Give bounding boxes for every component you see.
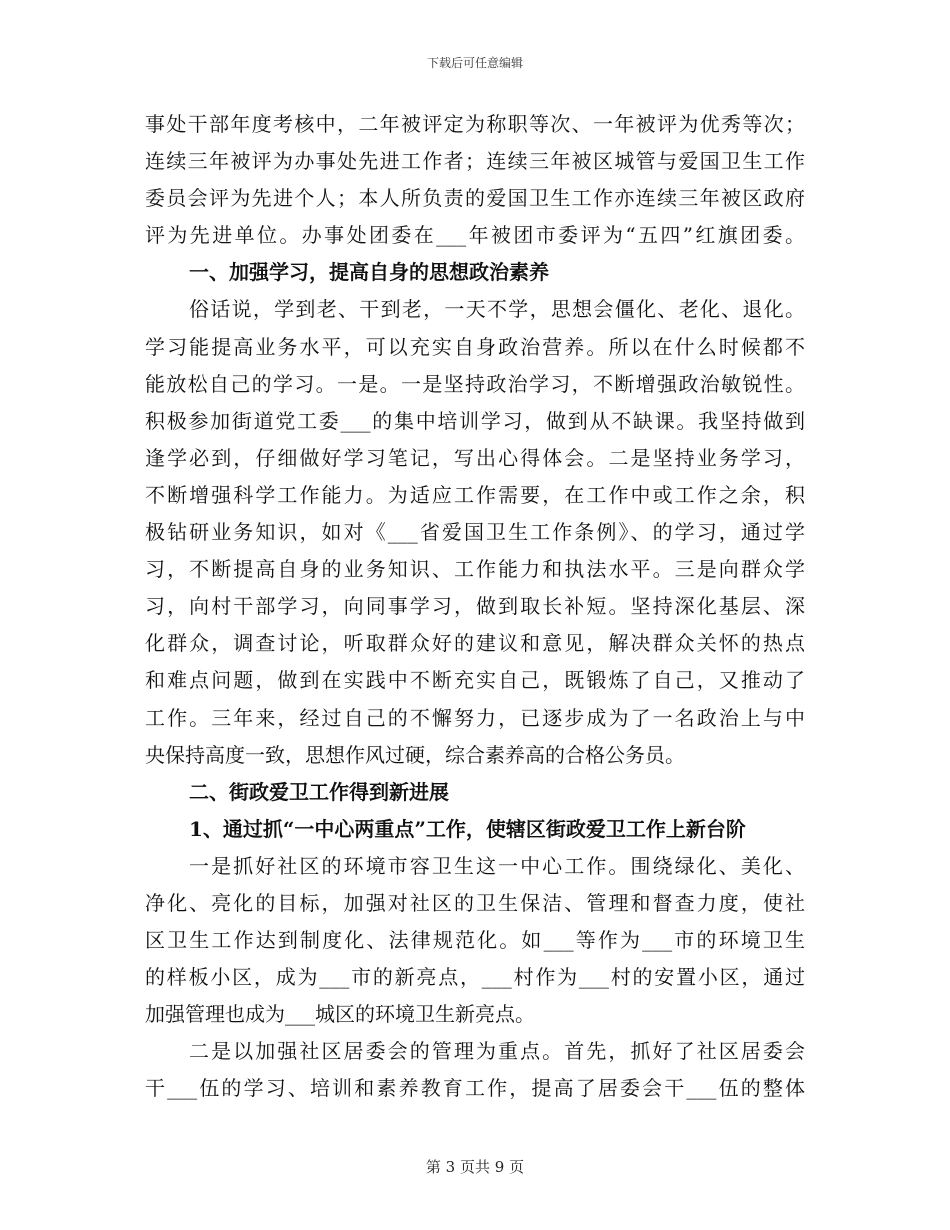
- paragraph-line: 二是以加强社区居委会的管理为重点。首先，抓好了社区居委会: [189, 1039, 805, 1064]
- body-text: [145, 106, 805, 1108]
- paragraph-line: 习，向村干部学习，向同事学习，做到取长补短。坚持深化基层、深: [145, 594, 805, 619]
- paragraph-line: 一是抓好社区的环境市容卫生这一中心工作。围绕绿化、美化、: [189, 853, 805, 878]
- paragraph-line: 习，不断提高自身的业务知识、工作能力和执法水平。三是向群众学: [145, 557, 805, 582]
- paragraph-line: 干___伍的学习、培训和素养教育工作，提高了居委会干___伍的整体: [145, 1076, 805, 1101]
- paragraph-line: 化群众，调查讨论，听取群众好的建议和意见，解决群众关怀的热点: [145, 631, 805, 656]
- paragraph-line: 事处干部年度考核中，二年被评定为称职等次、一年被评为优秀等次；: [145, 112, 805, 136]
- paragraph-line: 学习能提高业务水平，可以充实自身政治营养。所以在什么时候都不: [145, 334, 805, 359]
- paragraph-line: 连续三年被评为办事处先进工作者；连续三年被区城管与爱国卫生工作: [145, 149, 805, 174]
- page-footer: 第 3 页共 9 页: [425, 1158, 525, 1176]
- paragraph-line: 和难点问题，做到在实践中不断充实自己，既锻炼了自己，又推动了: [145, 668, 805, 693]
- paragraph-line: 不断增强科学工作能力。为适应工作需要，在工作中或工作之余，积: [145, 482, 805, 507]
- paragraph-line: 委员会评为先进个人；本人所负责的爱国卫生工作亦连续三年被区政府: [145, 186, 805, 211]
- section-heading: 一、加强学习，提高自身的思想政治素养: [189, 260, 549, 285]
- paragraph-line: 逢学必到，仔细做好学习笔记，写出心得体会。二是坚持业务学习，: [145, 445, 805, 470]
- section-heading: 1、通过抓“一中心两重点”工作，使辖区街政爱卫工作上新台阶: [189, 816, 746, 841]
- paragraph-line: 极钻研业务知识，如对《___省爱国卫生工作条例》、的学习，通过学: [145, 520, 805, 545]
- paragraph-line: 评为先进单位。办事处团委在___年被团市委评为“五四”红旗团委。: [145, 223, 805, 248]
- section-heading: 二、街政爱卫工作得到新进展: [189, 779, 449, 804]
- paragraph-line: 工作。三年来，经过自己的不懈努力，已逐步成为了一名政治上与中: [145, 705, 805, 730]
- paragraph-line: 积极参加街道党工委___的集中培训学习，做到从不缺课。我坚持做到: [145, 408, 805, 433]
- paragraph-line: 能放松自己的学习。一是。一是坚持政治学习，不断增强政治敏锐性。: [145, 371, 805, 396]
- paragraph-line: 央保持高度一致，思想作风过硬，综合素养高的合格公务员。: [145, 742, 685, 767]
- page-header: 下载后可任意编辑: [426, 56, 523, 70]
- paragraph-line: 净化、亮化的目标，加强对社区的卫生保洁、管理和督查力度，使社: [145, 890, 805, 915]
- paragraph-line: 加强管理也成为___城区的环境卫生新亮点。: [145, 1002, 535, 1027]
- paragraph-line: 俗话说，学到老、干到老，一天不学，思想会僵化、老化、退化。: [189, 297, 805, 322]
- paragraph-line: 的样板小区，成为___市的新亮点，___村作为___村的安置小区，通过: [145, 965, 805, 990]
- paragraph-line: 区卫生工作达到制度化、法律规范化。如___等作为___市的环境卫生: [145, 928, 805, 953]
